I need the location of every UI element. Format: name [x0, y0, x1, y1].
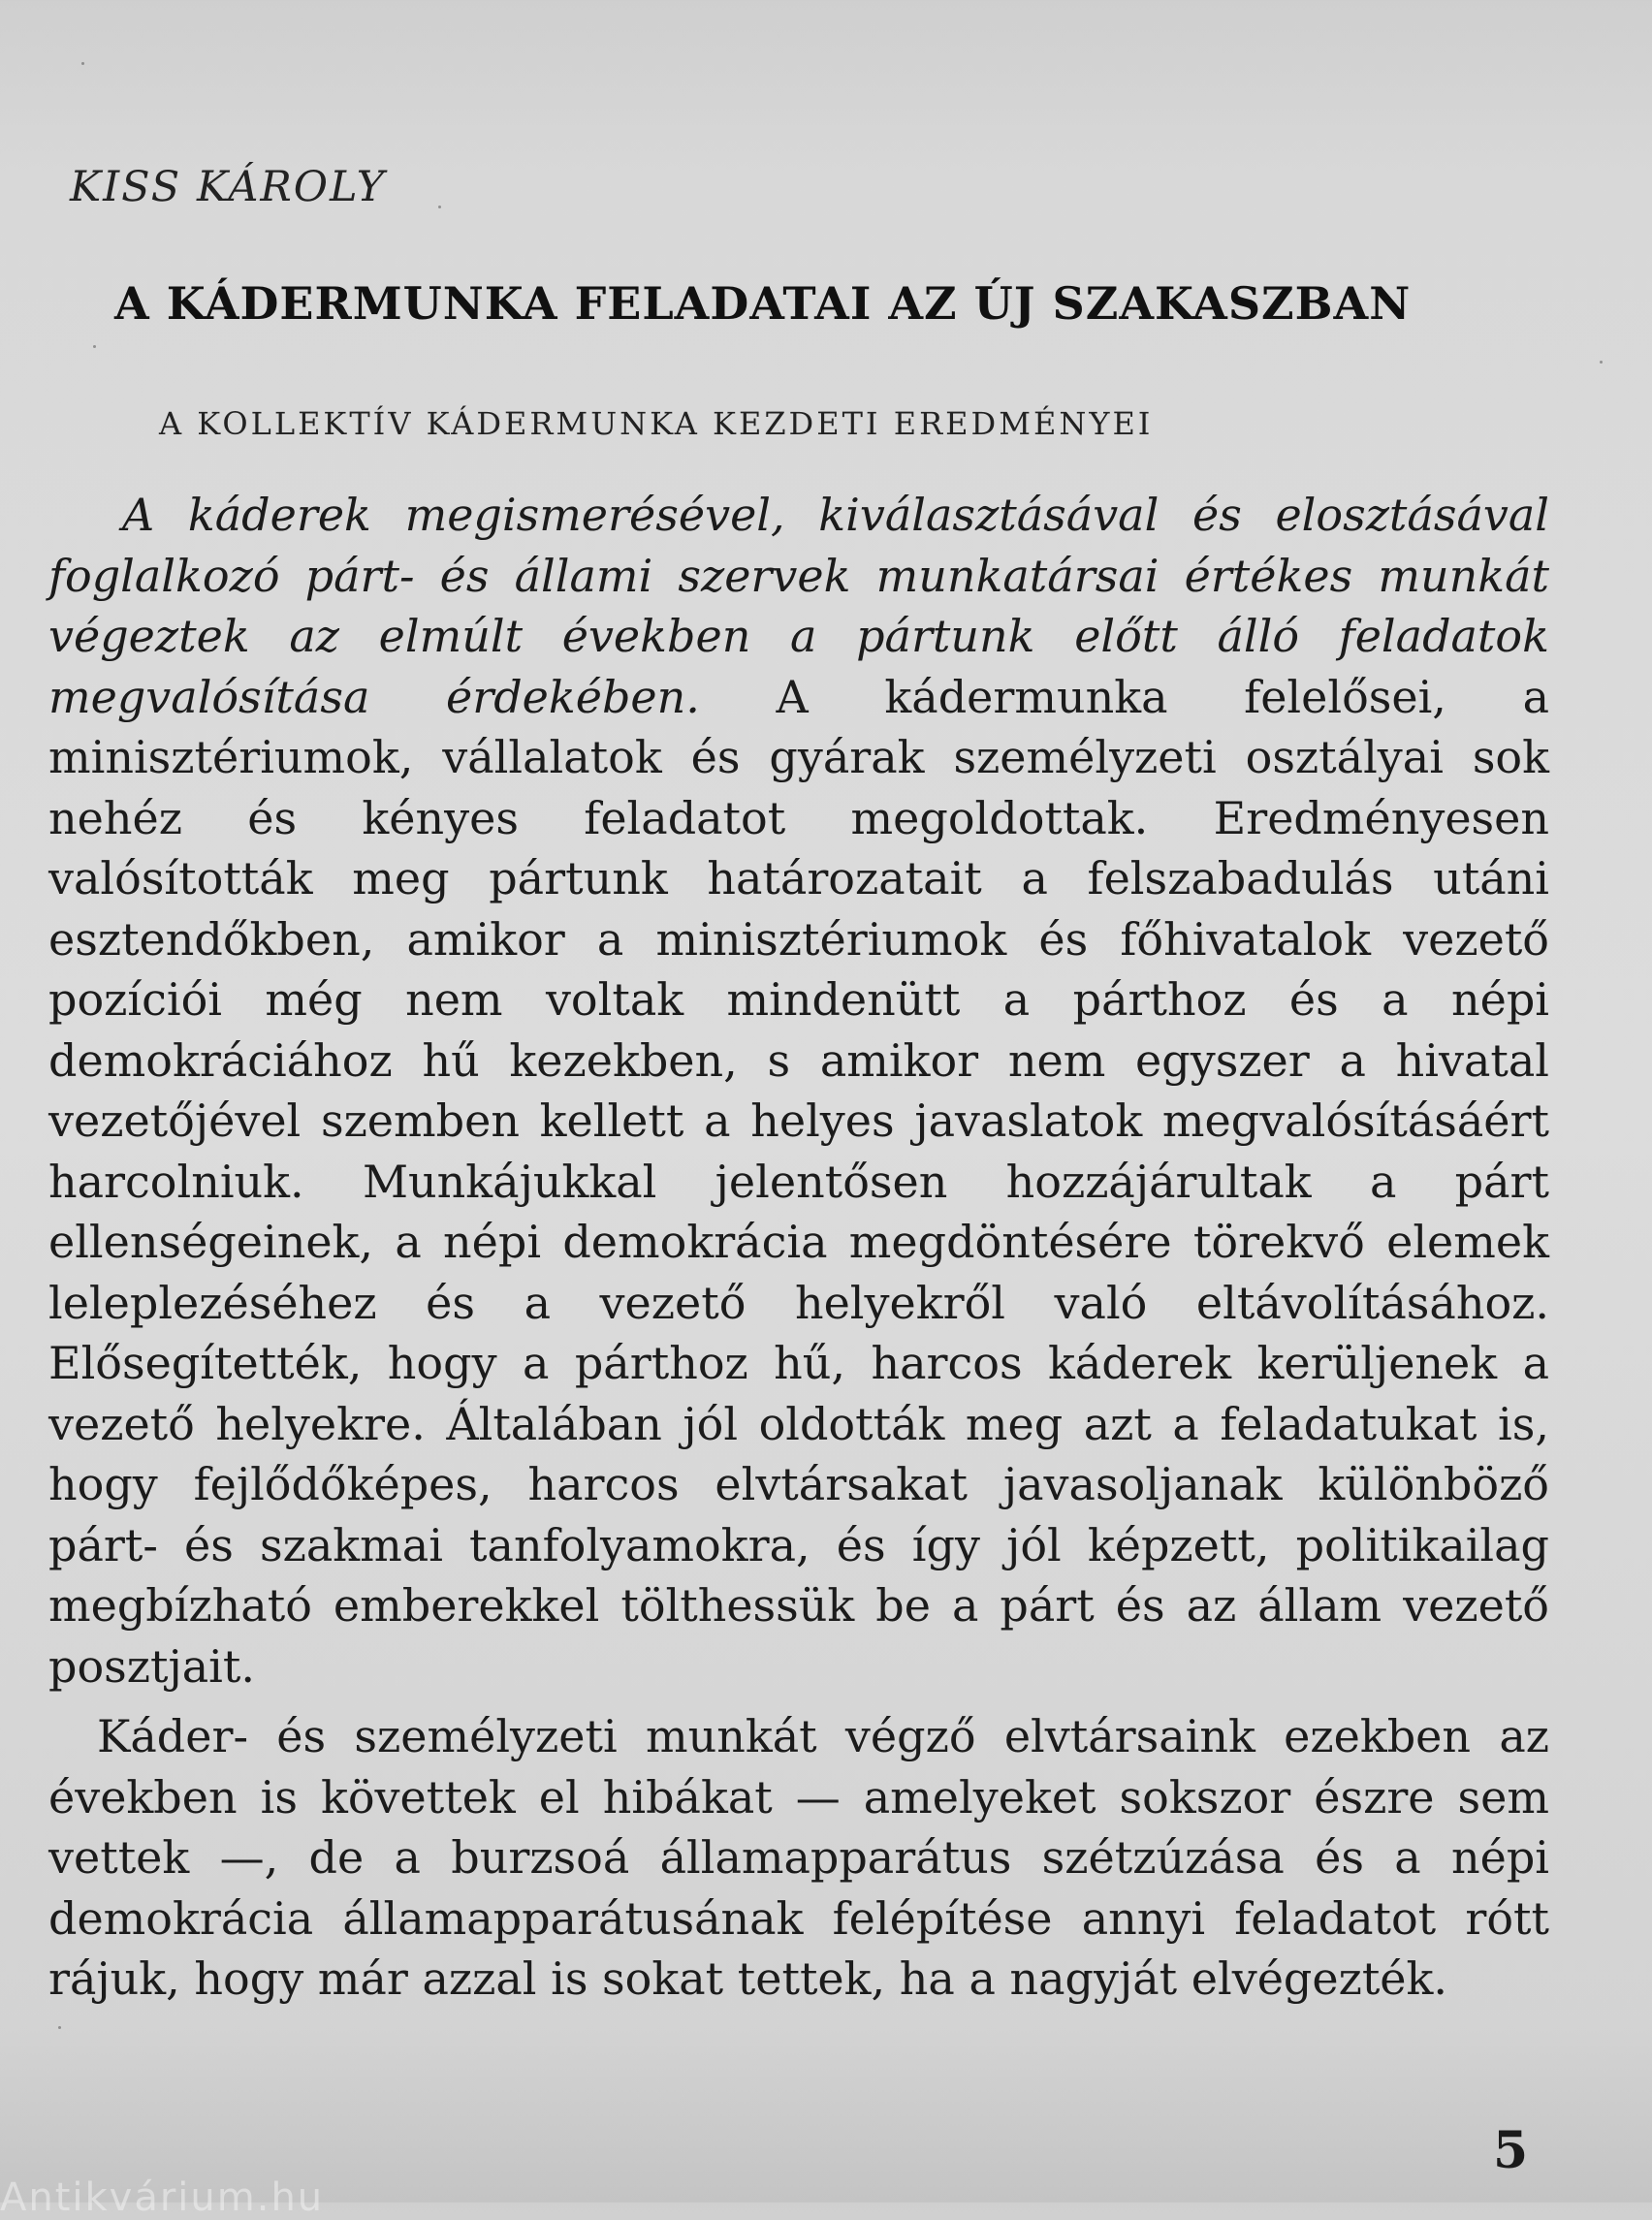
chapter-title: A KÁDERMUNKA FELADATAI AZ ÚJ SZAKASZBAN: [114, 277, 1412, 330]
paragraph-1-body: A kádermunka felelősei, a minisztériumok, vállalatok és gyárak személyzeti osztályai sok nehéz és kényes feladatot megoldottak. Eredményesen valósították meg pártunk határozatait a felszabadulás utáni esztendőkben, amikor a minisztériumok és főhivatalok vezető pozíciói még nem voltak mindenütt a párthoz és a népi demokráciához hű kezekben, s amikor nem egyszer a hivatal vezetőjével szemben kellett a helyes javaslatok megvalósításáért harcolniuk. Munkájukkal jelentősen hozzájárultak a párt ellenségeinek, a népi demokrácia megdöntésére törekvő elemek leleplezéséhez és a vezető helyekről való eltávolításához. Elősegítették, hogy a párthoz hű, harcos káderek kerüljenek a vezető helyekre. Általában jól oldották meg azt a feladatukat is, hogy fejlődőképes, harcos elvtársakat javasoljanak különböző párt- és szakmai tanfolyamokra, és így jól képzett, politikailag megbízható emberekkel tölthessük be a párt és az állam vezető posztjait.: [48, 670, 1549, 1693]
speck: [1600, 361, 1603, 364]
page-number: 5: [1493, 2121, 1529, 2180]
body-text: [48, 485, 1549, 2010]
speck: [58, 2026, 61, 2029]
paragraph-1: [48, 485, 1549, 1697]
paragraph-1-italic-lead: A káderek megismerésével, kiválasztásával és elosztásával foglalkozó párt- és állami szervek munkatársai értékes munkát végeztek az elmúlt években a pártunk előtt álló feladatok megvalósítása érdekében.: [48, 489, 1549, 723]
author-name: KISS KÁROLY: [70, 163, 387, 211]
section-subtitle: A KOLLEKTÍV KÁDERMUNKA KEZDETI EREDMÉNYEI: [159, 405, 1154, 442]
paragraph-2: Káder- és személyzeti munkát végző elvtársaink ezekben az években is követtek el hibákat — amelyeket sokszor észre sem vettek —, de a burzsoá államapparátus szétzúzása és a népi demokrácia államapparátusának felépítése annyi feladatot rótt rájuk, hogy már azzal is sokat tettek, ha a nagyját elvégezték.: [48, 1710, 1549, 2005]
speck: [438, 206, 441, 208]
speck: [93, 345, 96, 348]
speck: [81, 62, 84, 65]
watermark: Antikvárium.hu: [0, 2175, 325, 2220]
